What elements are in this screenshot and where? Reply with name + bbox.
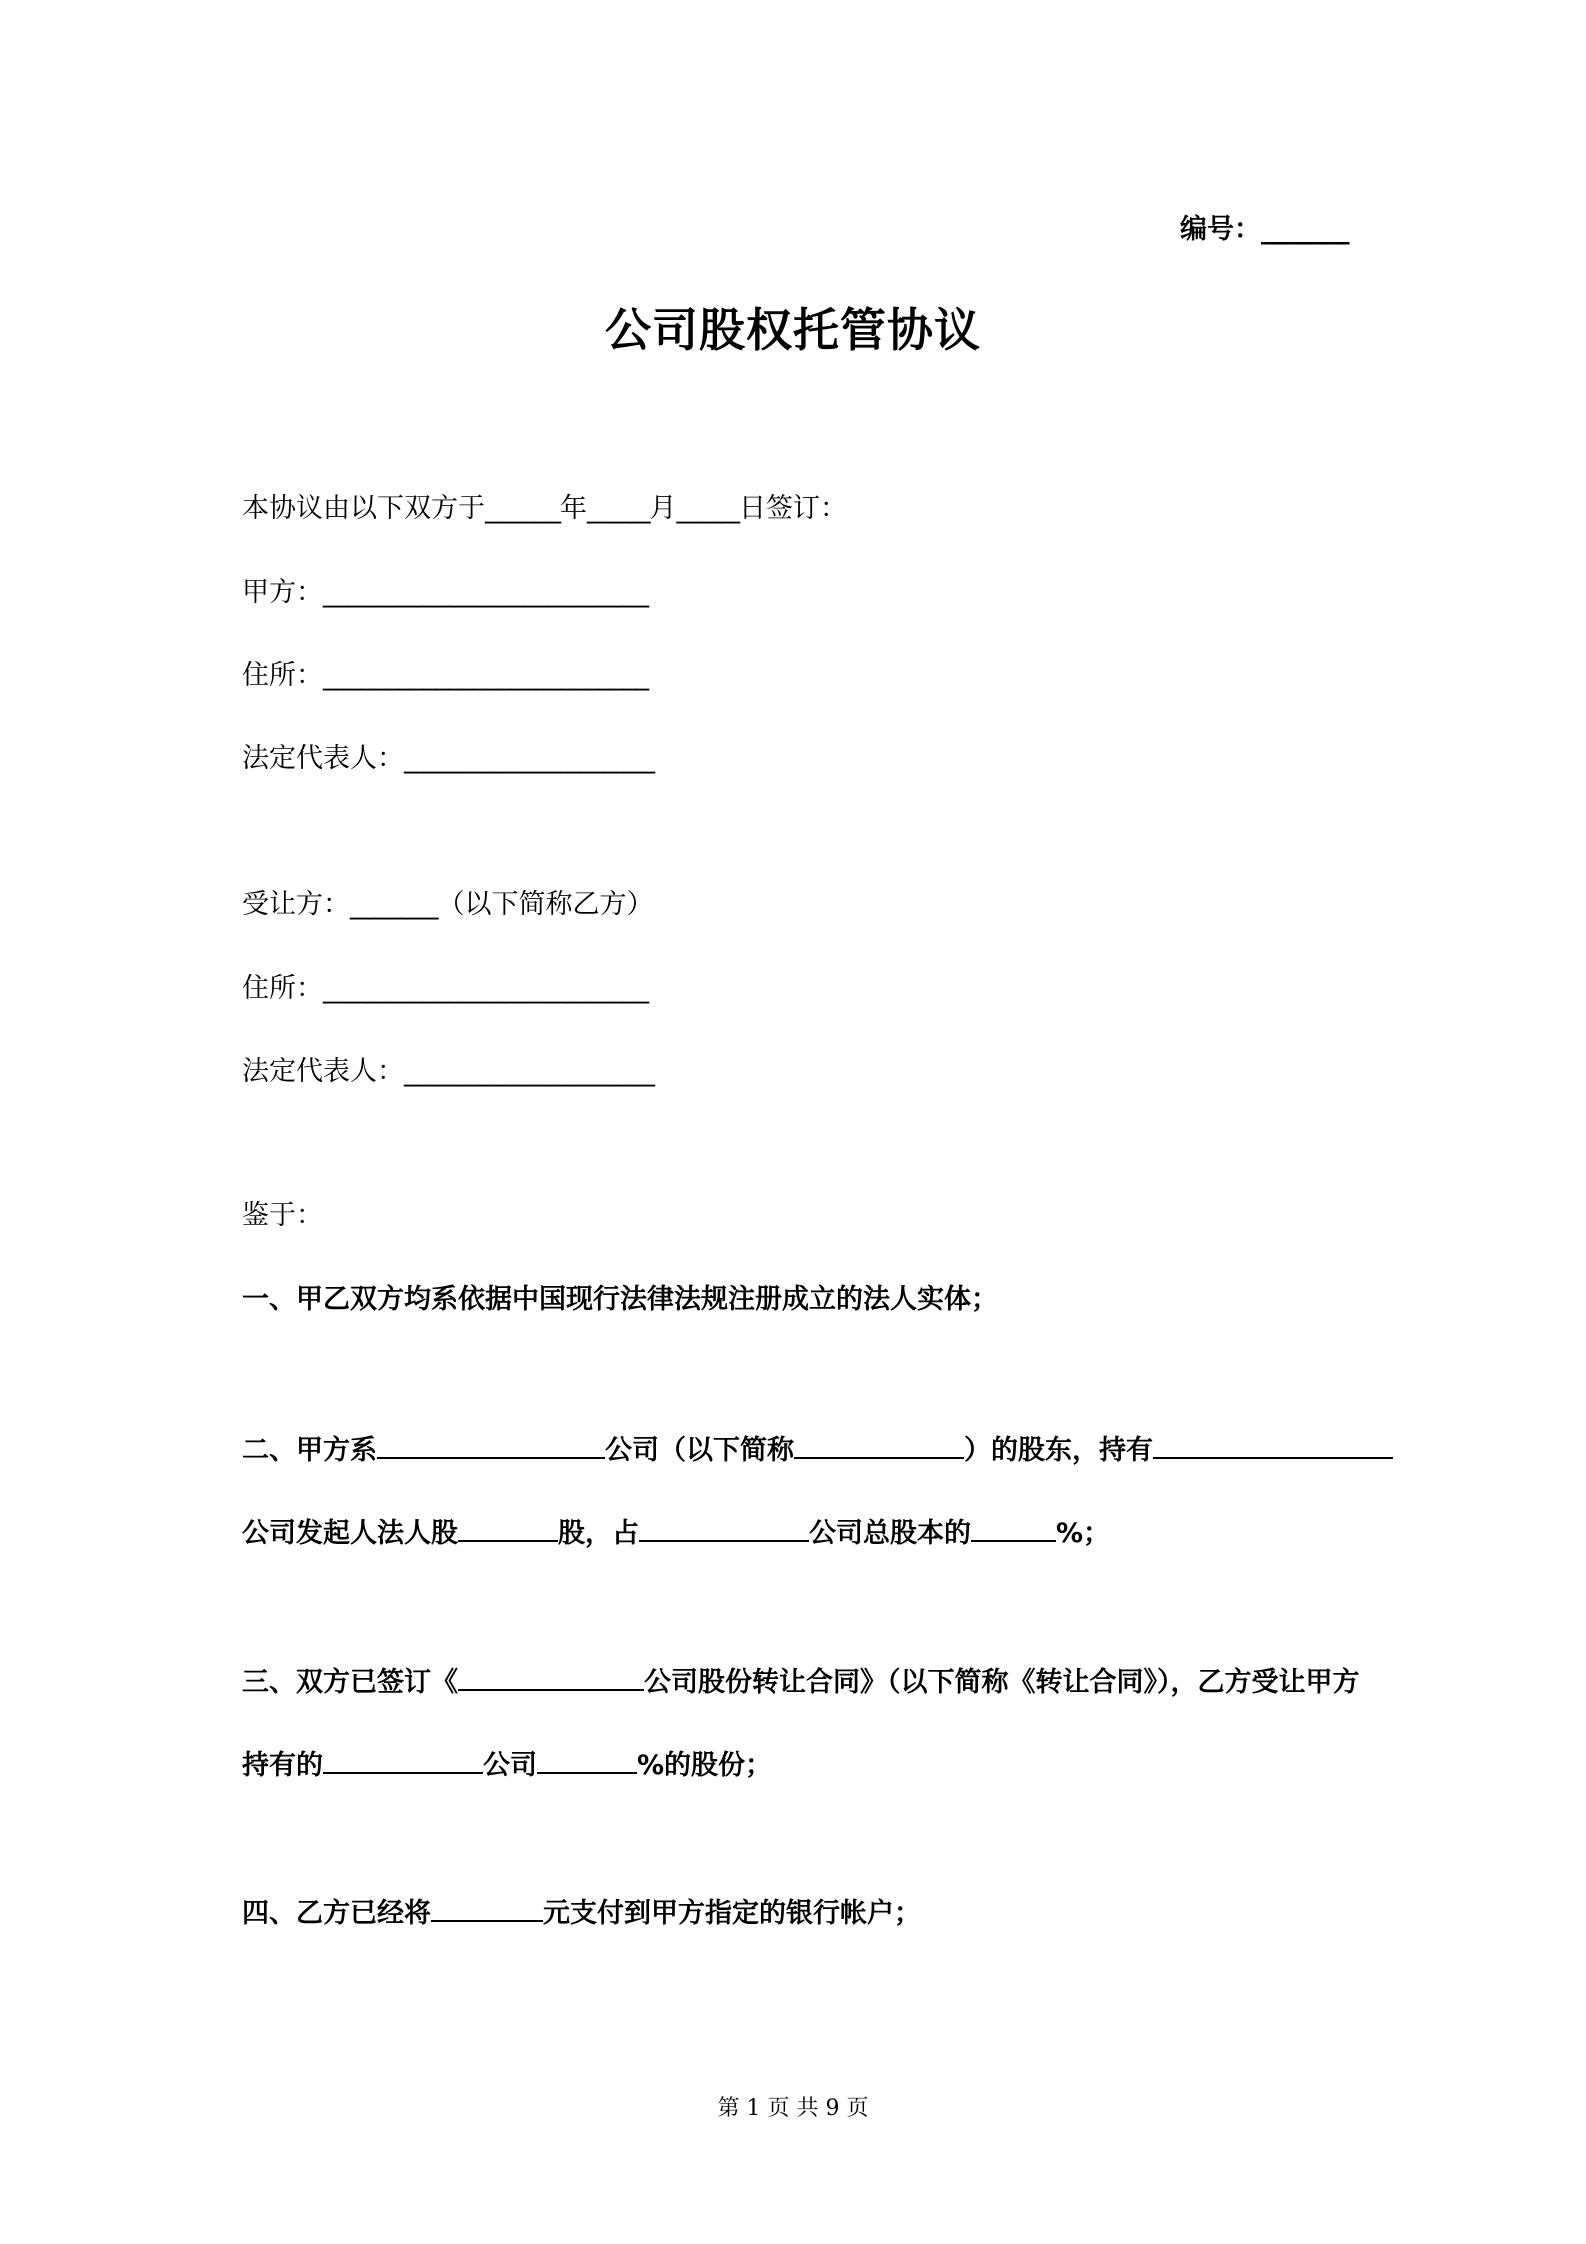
item2-text-2: 公司（以下简称: [605, 1435, 794, 1466]
document-number-label: 编号：: [1180, 214, 1261, 245]
party-a-rep-line: [242, 741, 654, 777]
intro-text-month: 月: [649, 493, 677, 524]
whereas-label: 鉴于：: [242, 1200, 323, 1231]
intro-text-day: 日签订：: [739, 493, 847, 524]
item2-line2-text-3: 公司总股本的: [809, 1518, 971, 1549]
item3-line2-text-3: %的股份；: [637, 1750, 773, 1781]
item2-blank-holding: [1153, 1431, 1393, 1459]
party-b-name-label: 受让方：: [242, 889, 350, 920]
item4-text-2: 元支付到甲方指定的银行帐户；: [543, 1898, 921, 1929]
party-b-rep-line: [242, 1054, 654, 1090]
item3-text-2: 公司股份转让合同》（以下简称《转让合同》），乙方受让甲方: [644, 1667, 1360, 1698]
party-b-address-blank: __________________________: [323, 973, 648, 1004]
day-blank: _____: [676, 493, 739, 524]
party-b-name-suffix: （以下简称乙方）: [437, 889, 654, 920]
month-blank: _____: [587, 493, 650, 524]
party-a-address-line: [242, 658, 648, 694]
whereas-item-2-line-1: [242, 1431, 1393, 1469]
item4-blank-amount: [431, 1894, 543, 1922]
item3-blank-percent: [537, 1746, 637, 1774]
item2-text-1: 二、甲方系: [242, 1435, 377, 1466]
item2-blank-company: [377, 1431, 605, 1459]
intro-text-1: 本协议由以下双方于: [242, 493, 485, 524]
item4-text-1: 四、乙方已经将: [242, 1898, 431, 1929]
item2-line2-text-1: 公司发起人法人股: [242, 1518, 458, 1549]
party-b-rep-blank: ____________________: [404, 1056, 654, 1087]
year-blank: ______: [485, 493, 560, 524]
party-a-address-blank: __________________________: [323, 660, 648, 691]
item2-blank-abbr: [794, 1431, 964, 1459]
intro-text-year: 年: [560, 493, 587, 524]
party-b-name-line: [242, 887, 654, 923]
document-title: 公司股权托管协议: [605, 303, 981, 357]
party-b-address-line: [242, 971, 648, 1007]
document-number: [1180, 212, 1349, 248]
item2-blank-shares: [458, 1514, 558, 1542]
item2-blank-percent: [971, 1514, 1056, 1542]
item3-line2-text-1: 持有的: [242, 1750, 323, 1781]
item3-line2-text-2: 公司: [483, 1750, 537, 1781]
party-a-rep-blank: ____________________: [404, 743, 654, 774]
party-a-name-line: [242, 575, 648, 611]
item2-line2-text-2: 股，占: [558, 1518, 639, 1549]
item2-line2-text-4: %；: [1056, 1518, 1111, 1549]
page-footer: 第 1 页 共 9 页: [717, 2096, 869, 2121]
whereas-item-3-line-1: [242, 1663, 1360, 1701]
party-b-address-label: 住所：: [242, 973, 323, 1004]
item3-blank-company: [458, 1663, 644, 1691]
document-number-blank: _______: [1261, 214, 1349, 245]
whereas-item-3-line-2: [242, 1746, 772, 1784]
party-b-rep-label: 法定代表人：: [242, 1056, 404, 1087]
item3-blank-company-2: [323, 1746, 483, 1774]
item3-text-1: 三、双方已签订《: [242, 1667, 458, 1698]
party-a-name-blank: __________________________: [323, 577, 648, 608]
intro-line: [242, 491, 847, 527]
item2-text-3: ）的股东，持有: [964, 1435, 1153, 1466]
party-b-name-blank: _______: [350, 889, 438, 920]
whereas-item-1: 一、甲乙双方均系依据中国现行法律法规注册成立的法人实体；: [242, 1284, 998, 1315]
party-a-rep-label: 法定代表人：: [242, 743, 404, 774]
item2-blank-company-2: [639, 1514, 809, 1542]
party-a-name-label: 甲方：: [242, 577, 323, 608]
party-a-address-label: 住所：: [242, 660, 323, 691]
whereas-item-4: [242, 1894, 921, 1932]
whereas-item-2-line-2: [242, 1514, 1110, 1552]
